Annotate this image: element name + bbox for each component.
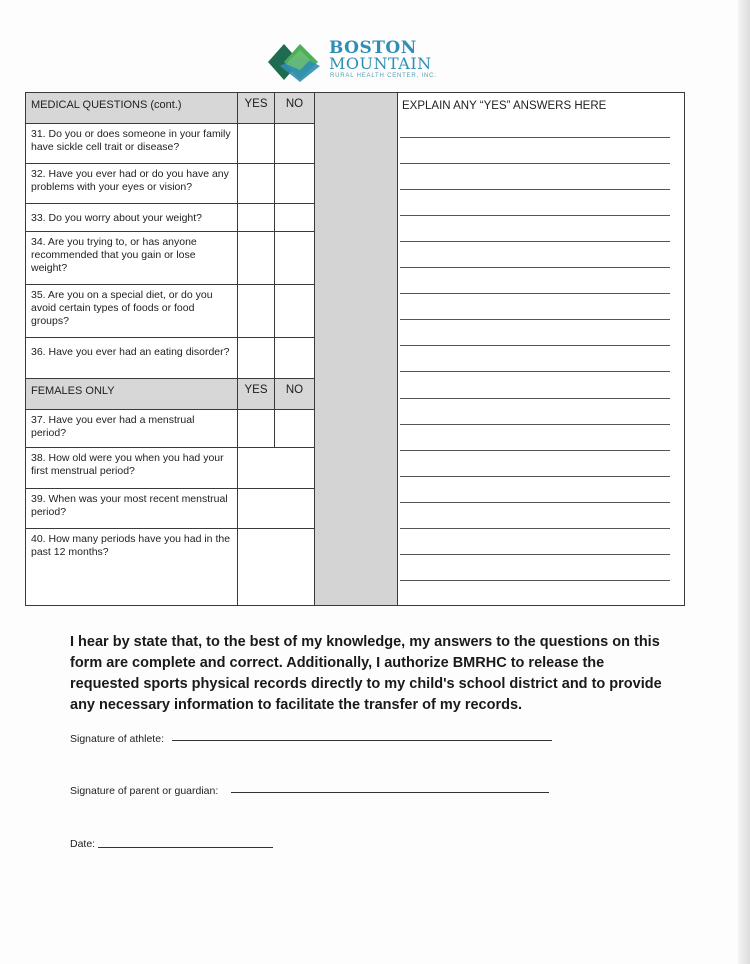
question-text: 31. Do you or does someone in your family have sickle cell trait or disease? [31,128,231,153]
yes-checkbox[interactable] [237,338,274,378]
yes-checkbox[interactable] [237,164,274,203]
no-label: NO [285,384,304,396]
yes-label: YES [244,98,268,110]
explain-line[interactable] [400,528,670,529]
explain-line[interactable] [400,580,670,581]
logo-subtitle: RURAL HEALTH CENTER, INC. [330,73,437,79]
parent-signature-label: Signature of parent or guardian: [70,785,219,797]
athlete-signature-label: Signature of athlete: [70,733,164,745]
question-text: 35. Are you on a special diet, or do you avoid certain types of foods or food groups? [31,289,213,327]
question-text: 34. Are you trying to, or has anyone recommended that you gain or lose weight? [31,236,197,274]
explain-line[interactable] [400,424,670,425]
no-column-header [274,379,314,409]
answer-field[interactable] [237,489,314,528]
question-text: 32. Have you ever had or do you have any problems with your eyes or vision? [31,168,229,193]
no-checkbox[interactable] [274,124,314,163]
logo-name-line1: BOSTON [329,38,417,58]
no-column-header [274,93,314,123]
parent-signature-line[interactable] [231,792,549,793]
no-checkbox[interactable] [274,164,314,203]
explain-line[interactable] [400,163,670,164]
date-label: Date: [70,838,96,850]
question-row-34 [26,232,314,285]
no-checkbox[interactable] [274,285,314,337]
explain-line[interactable] [400,345,670,346]
explain-header: EXPLAIN ANY “YES” ANSWERS HERE [402,100,607,112]
yes-checkbox[interactable] [237,232,274,284]
explain-line[interactable] [400,241,670,242]
athlete-signature-line[interactable] [172,740,552,741]
no-label: NO [285,98,304,110]
question-row-36 [26,338,314,379]
question-text: 38. How old were you when you had your first menstrual period? [31,452,224,477]
question-row-35 [26,285,314,338]
no-checkbox[interactable] [274,232,314,284]
question-row-33 [26,204,314,232]
question-row-31 [26,124,314,164]
explain-line[interactable] [400,319,670,320]
date-line[interactable] [98,847,273,848]
yes-column-header [237,379,274,409]
explain-line[interactable] [400,137,670,138]
no-checkbox[interactable] [274,410,314,447]
no-checkbox[interactable] [274,204,314,231]
yes-checkbox[interactable] [237,410,274,447]
questions-table [25,92,685,606]
question-row-38 [26,448,314,489]
explain-line[interactable] [400,371,670,372]
question-text: 40. How many periods have you had in the past 12 months? [31,533,231,558]
explain-line[interactable] [400,554,670,555]
yes-label: YES [244,384,268,396]
section-label: FEMALES ONLY [31,385,115,397]
answer-field[interactable] [237,529,314,605]
explain-line[interactable] [400,398,670,399]
explain-line[interactable] [400,450,670,451]
section-label: MEDICAL QUESTIONS (cont.) [31,99,182,111]
explain-line[interactable] [400,189,670,190]
grey-divider-column [314,93,398,605]
question-text: 37. Have you ever had a menstrual period? [31,414,195,439]
explain-line[interactable] [400,293,670,294]
yes-checkbox[interactable] [237,204,274,231]
no-checkbox[interactable] [274,338,314,378]
page-edge-shadow [738,0,750,964]
question-row-39 [26,489,314,529]
attestation-statement: I hear by state that, to the best of my knowledge, my answers to the questions on this form are complete and correct. Additionally, I authorize BMRHC to release the requested sports physical records directly to my child's school district and to provide any necessary information to facilitate the transfer of my records. [70,634,662,713]
logo [266,38,466,86]
question-row-32 [26,164,314,204]
question-text: 36. Have you ever had an eating disorder? [31,346,230,358]
question-text: 39. When was your most recent menstrual period? [31,493,228,518]
section-header-females [26,379,314,410]
question-text: 33. Do you worry about your weight? [31,212,203,224]
explain-line[interactable] [400,267,670,268]
explain-line[interactable] [400,476,670,477]
explain-line[interactable] [400,215,670,216]
yes-checkbox[interactable] [237,285,274,337]
section-header-medical [26,93,314,124]
yes-checkbox[interactable] [237,124,274,163]
mountain-logo-icon [266,38,324,84]
question-row-40 [26,529,314,605]
explain-line[interactable] [400,502,670,503]
question-row-37 [26,410,314,448]
answer-field[interactable] [237,448,314,488]
logo-name-line2: MOUNTAIN [329,54,432,73]
yes-column-header [237,93,274,123]
